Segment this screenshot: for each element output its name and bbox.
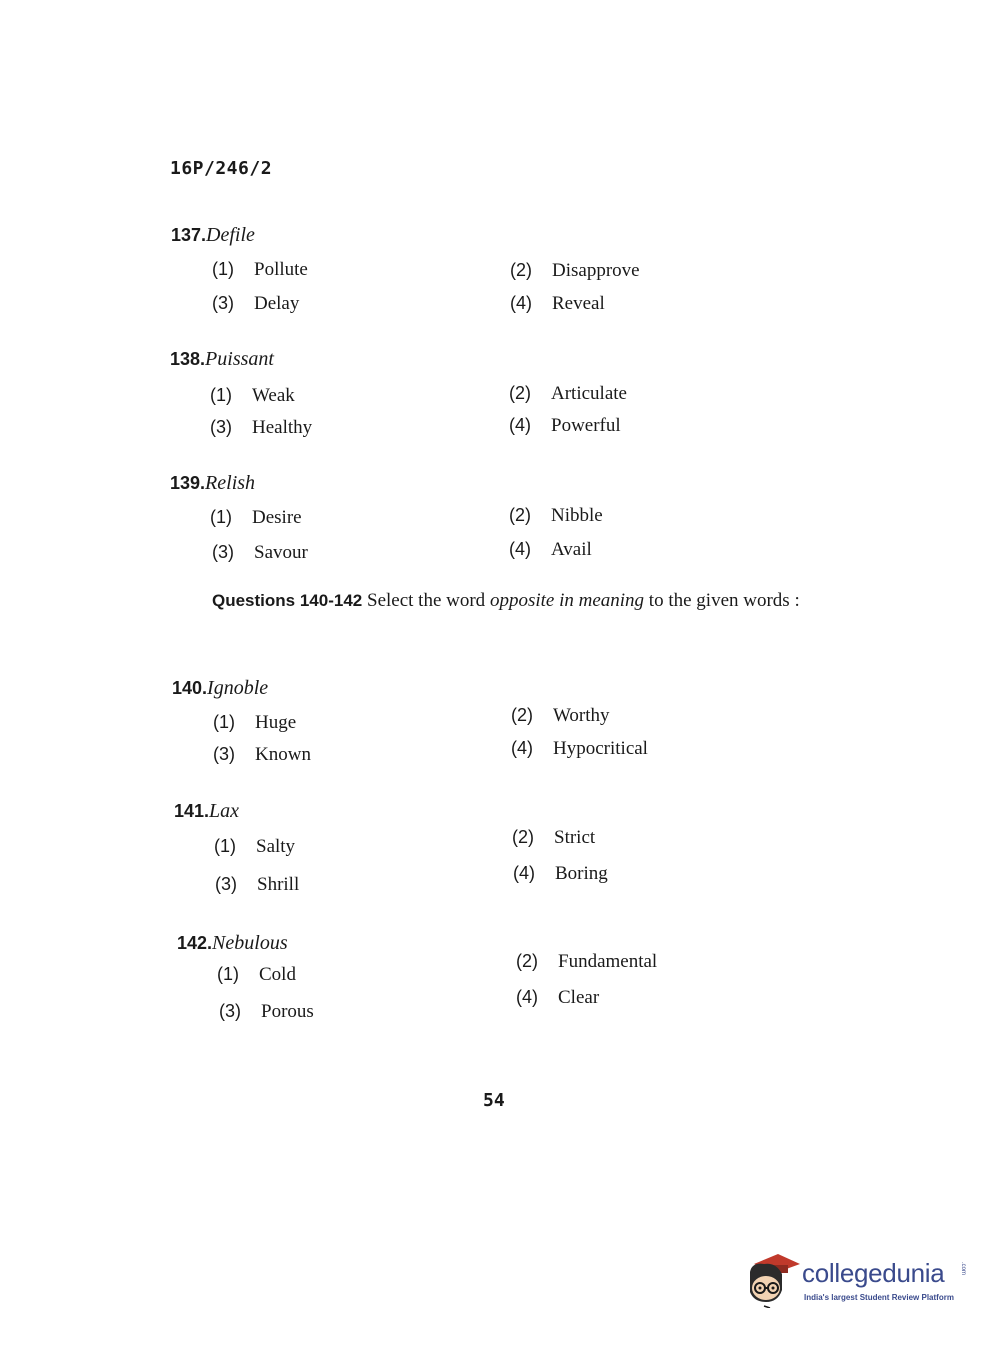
instruction-lead: Questions 140-142: [212, 591, 363, 610]
question-heading: [177, 932, 288, 955]
option-4: [511, 738, 648, 760]
option-number: (3): [215, 874, 237, 894]
option-1: [213, 712, 296, 734]
option-1: [217, 964, 296, 986]
question-heading: [170, 348, 274, 371]
option-text: Articulate: [551, 383, 627, 404]
option-3: [215, 874, 299, 896]
option-text: Nibble: [551, 505, 603, 526]
option-number: (1): [217, 964, 239, 984]
option-2: [509, 383, 627, 405]
option-text: Fundamental: [558, 951, 658, 972]
question-word: Nebulous: [212, 932, 288, 954]
option-number: (4): [513, 863, 535, 883]
question-word: Ignoble: [207, 677, 269, 699]
option-3: [212, 293, 299, 315]
option-1: [212, 259, 308, 281]
paper-code: 16P/246/2: [170, 158, 273, 179]
option-text: Avail: [551, 539, 592, 560]
option-text: Known: [255, 744, 311, 765]
question-heading: [171, 224, 255, 247]
option-text: Desire: [252, 507, 302, 528]
option-text: Shrill: [257, 874, 300, 895]
option-number: (4): [509, 415, 531, 435]
question-heading: [174, 800, 239, 823]
option-2: [516, 951, 657, 973]
option-2: [512, 827, 595, 849]
option-number: (2): [509, 505, 531, 525]
option-number: (2): [510, 260, 532, 280]
option-text: Huge: [255, 712, 297, 733]
option-number: (1): [212, 259, 234, 279]
option-number: (2): [511, 705, 533, 725]
option-4: [516, 987, 599, 1009]
option-4: [513, 863, 608, 885]
instruction-emphasis: opposite in meaning: [489, 590, 645, 611]
option-number: (2): [509, 383, 531, 403]
question-word: Puissant: [205, 348, 274, 370]
option-text: Salty: [256, 836, 296, 857]
page-number: 54: [483, 1090, 505, 1111]
option-text: Weak: [252, 385, 295, 406]
option-text: Powerful: [551, 415, 621, 436]
instruction-text-after: to the given words :: [644, 590, 800, 611]
option-3: [219, 1001, 314, 1023]
option-text: Hypocritical: [553, 738, 648, 759]
option-number: (4): [509, 539, 531, 559]
option-text: Disapprove: [552, 260, 640, 281]
option-2: [511, 705, 610, 727]
question-number: 141.: [174, 801, 210, 821]
option-number: (3): [212, 542, 234, 562]
option-4: [509, 415, 621, 437]
option-text: Healthy: [252, 417, 313, 438]
option-text: Cold: [259, 964, 296, 985]
option-number: (1): [213, 712, 235, 732]
section-instruction: [212, 585, 812, 616]
option-number: (2): [516, 951, 538, 971]
option-1: [214, 836, 295, 858]
option-text: Delay: [254, 293, 300, 314]
option-number: (1): [214, 836, 236, 856]
option-text: Savour: [254, 542, 308, 563]
option-text: Pollute: [254, 259, 308, 280]
logo-dotcom: .com: [960, 1262, 966, 1276]
option-text: Clear: [558, 987, 600, 1008]
collegedunia-logo: [742, 1250, 972, 1310]
option-3: [210, 417, 312, 439]
option-text: Strict: [554, 827, 596, 848]
logo-tagline: India's largest Student Review Platform: [804, 1293, 954, 1302]
question-number: 137.: [171, 225, 207, 245]
option-2: [510, 260, 640, 282]
question-number: 142.: [177, 933, 213, 953]
option-text: Worthy: [553, 705, 610, 726]
option-1: [210, 385, 295, 407]
option-number: (4): [516, 987, 538, 1007]
question-heading: [172, 677, 268, 700]
mascot-icon: [742, 1250, 800, 1308]
option-number: (2): [512, 827, 534, 847]
option-3: [213, 744, 311, 766]
option-number: (1): [210, 507, 232, 527]
option-1: [210, 507, 302, 529]
question-number: 139.: [170, 473, 206, 493]
option-number: (1): [210, 385, 232, 405]
option-number: (4): [511, 738, 533, 758]
option-4: [510, 293, 605, 315]
question-heading: [170, 472, 255, 495]
option-number: (3): [213, 744, 235, 764]
question-number: 140.: [172, 678, 208, 698]
question-word: Defile: [206, 224, 255, 246]
option-number: (3): [219, 1001, 241, 1021]
option-number: (3): [210, 417, 232, 437]
instruction-text-before: Select the word: [362, 590, 490, 611]
option-number: (3): [212, 293, 234, 313]
question-word: Lax: [209, 800, 240, 822]
option-3: [212, 542, 308, 564]
option-text: Reveal: [552, 293, 605, 314]
question-word: Relish: [205, 472, 256, 494]
option-2: [509, 505, 603, 527]
option-number: (4): [510, 293, 532, 313]
option-text: Boring: [555, 863, 608, 884]
question-number: 138.: [170, 349, 206, 369]
option-text: Porous: [261, 1001, 314, 1022]
logo-wordmark: collegedunia: [802, 1258, 945, 1288]
option-4: [509, 539, 592, 561]
